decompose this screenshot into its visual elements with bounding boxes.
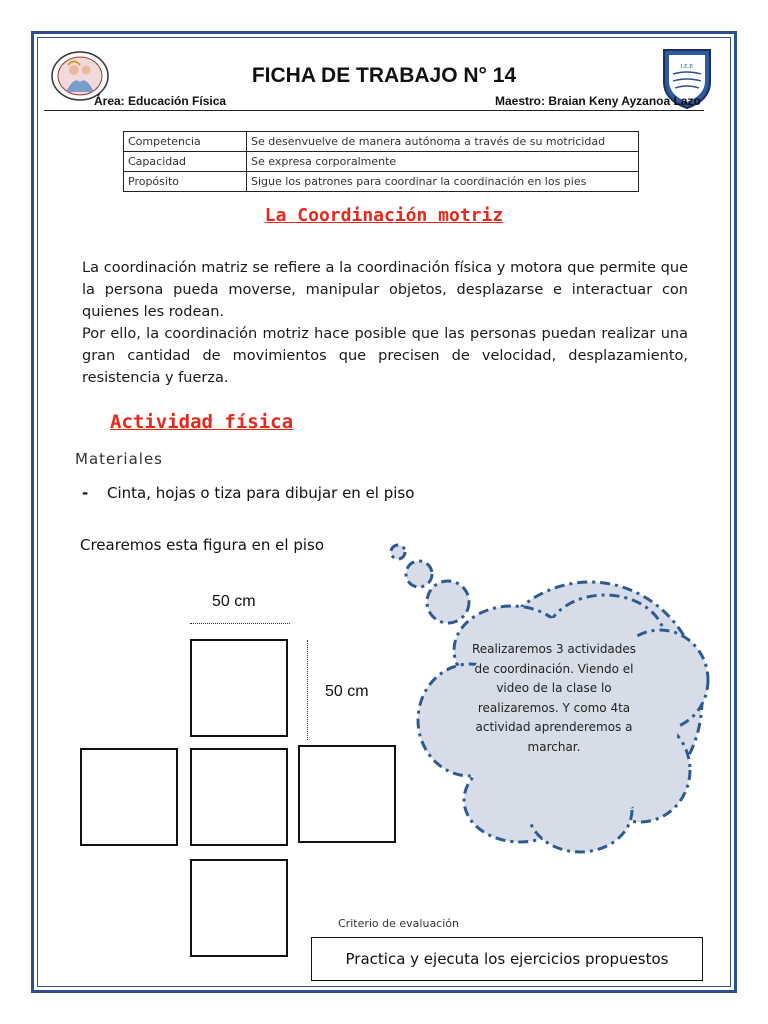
page-title: FICHA DE TRABAJO N° 14 xyxy=(251,64,517,87)
table-value: Sigue los patrones para coordinar la coordinación en los pies xyxy=(247,172,639,192)
teacher-label: Maestro: Braian Keny Ayzanoa Lazo xyxy=(495,94,701,108)
table-key: Propósito xyxy=(124,172,247,192)
table-row xyxy=(124,172,639,192)
square-left xyxy=(80,748,178,846)
bullet-dash: - xyxy=(82,484,89,502)
table-value: Se expresa corporalmente xyxy=(247,152,639,172)
header-divider xyxy=(44,110,704,111)
svg-text:I.E.P.: I.E.P. xyxy=(680,64,694,70)
criteria-label: Criterio de evaluación xyxy=(338,917,459,930)
table-row xyxy=(124,152,639,172)
materials-label: Materiales xyxy=(75,450,163,468)
square-top xyxy=(190,639,288,737)
activity-title: Actividad física xyxy=(110,411,294,433)
paragraph: La coordinación matriz se refiere a la coordinación física y motora que permite que la persona pueda moverse, manipular objetos, desplazarse e interactuar con quienes les rodean. xyxy=(82,260,688,320)
intro-paragraphs xyxy=(82,257,688,389)
paragraph: Por ello, la coordinación motriz hace posible que las personas puedan realizar una gran cantidad de movimientos que precisen de velocidad, desplazamiento, resistencia y fuerza. xyxy=(82,326,688,386)
criteria-text: Practica y ejecuta los ejercicios propuestos xyxy=(345,950,669,968)
materials-item xyxy=(82,484,414,502)
dimension-line-vertical xyxy=(307,640,308,740)
table-key: Capacidad xyxy=(124,152,247,172)
table-key: Competencia xyxy=(124,132,247,152)
cloud-text: Realizaremos 3 actividades de coordinación. Viendo el video de la clase lo realizaremos. Y como 4ta actividad aprenderemos a marchar. xyxy=(471,642,637,754)
dimension-label-side: 50 cm xyxy=(325,683,369,700)
table-value: Se desenvuelve de manera autónoma a través de su motricidad xyxy=(247,132,639,152)
section-title: La Coordinación motriz xyxy=(264,205,504,226)
figure-instruction: Crearemos esta figura en el piso xyxy=(80,536,325,554)
table-row xyxy=(124,132,639,152)
dimension-label-top: 50 cm xyxy=(212,593,256,610)
criteria-box xyxy=(311,937,703,981)
info-table xyxy=(123,131,639,192)
materials-item-text: Cinta, hojas o tiza para dibujar en el piso xyxy=(107,484,415,502)
area-label: Área: Educación Física xyxy=(94,94,227,108)
square-center xyxy=(190,748,288,846)
dimension-line-horizontal xyxy=(190,623,290,624)
square-bottom xyxy=(190,859,288,957)
